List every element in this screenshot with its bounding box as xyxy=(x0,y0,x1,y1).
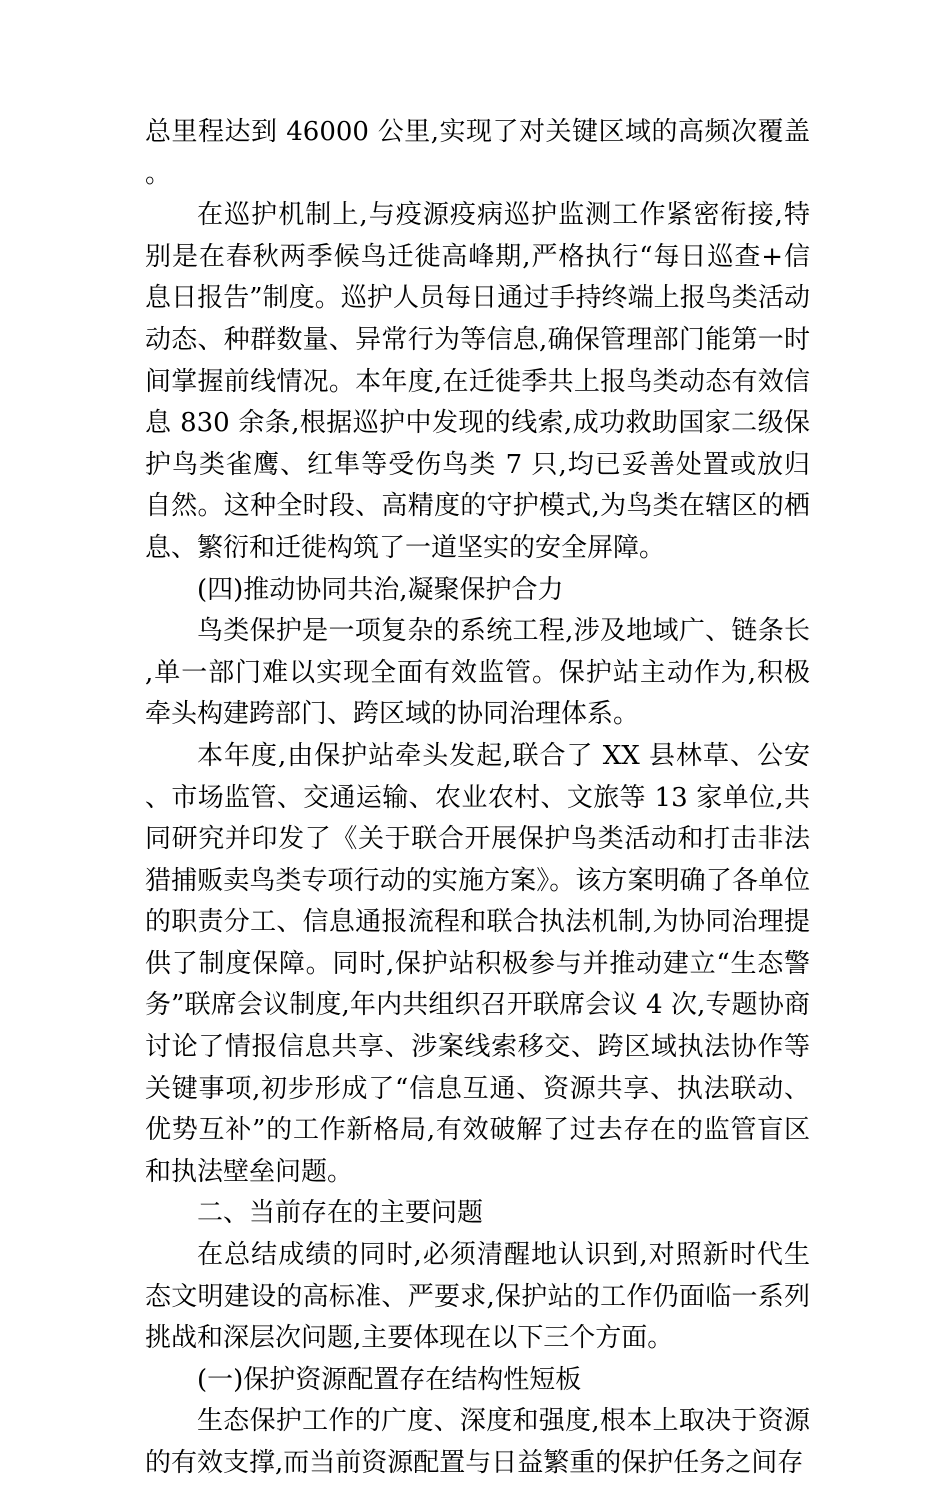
paragraph: 鸟类保护是一项复杂的系统工程,涉及地域广、链条长,单一部门难以实现全面有效监管。保护站主动作为,积极牵头构建跨部门、跨区域的协同治理体系。 xyxy=(145,616,810,730)
paragraph: 在巡护机制上,与疫源疫病巡护监测工作紧密衔接,特别是在春秋两季候鸟迁徙高峰期,严格执行“每日巡查+信息日报告”制度。巡护人员每日通过手持终端上报鸟类活动动态、种群数量、异常行为等信息,确保管理部门能第一时间掌握前线情况。本年度,在迁徙季共上报鸟类动态有效信息 830 余条,根据巡护中发现的线索,成功救助国家二级保护鸟类雀鹰、红隼等受伤鸟类 7 只,均已妥善处置或放归自然。这种全时段、高精度的守护模式,为鸟类在辖区的栖息、繁衍和迁徙构筑了一道坚实的安全屏障。 xyxy=(145,200,810,563)
section-heading: (一)保护资源配置存在结构性短板 xyxy=(197,1364,582,1395)
section-heading: 二、当前存在的主要问题 xyxy=(197,1198,484,1229)
paragraph: 本年度,由保护站牵头发起,联合了 XX 县林草、公安、市场监管、交通运输、农业农村、文旅等 13 家单位,共同研究并印发了《关于联合开展保护鸟类活动和打击非法猎捕贩卖鸟类专项行动的实施方案》。该方案明确了各单位的职责分工、信息通报流程和联合执法机制,为协同治理提供了制度保障。同时,保护站积极参与并推动建立“生态警务”联席会议制度,年内共组织召开联席会议 4 次,专题协商讨论了情报信息共享、涉案线索移交、跨区域执法协作等关键事项,初步形成了“信息互通、资源共享、执法联动、优势互补”的工作新格局,有效破解了过去存在的监管盲区和执法壁垒问题。 xyxy=(145,740,810,1187)
section-heading: (四)推动协同共治,凝聚保护合力 xyxy=(197,574,564,605)
paragraph: 总里程达到 46000 公里,实现了对关键区域的高频次覆盖。 xyxy=(145,117,810,189)
document-body xyxy=(145,112,810,1485)
paragraph: 在总结成绩的同时,必须清醒地认识到,对照新时代生态文明建设的高标准、严要求,保护站的工作仍面临一系列挑战和深层次问题,主要体现在以下三个方面。 xyxy=(145,1240,810,1354)
paragraph: 生态保护工作的广度、深度和强度,根本上取决于资源的有效支撑,而当前资源配置与日益繁重的保护任务之间存 xyxy=(145,1406,810,1478)
